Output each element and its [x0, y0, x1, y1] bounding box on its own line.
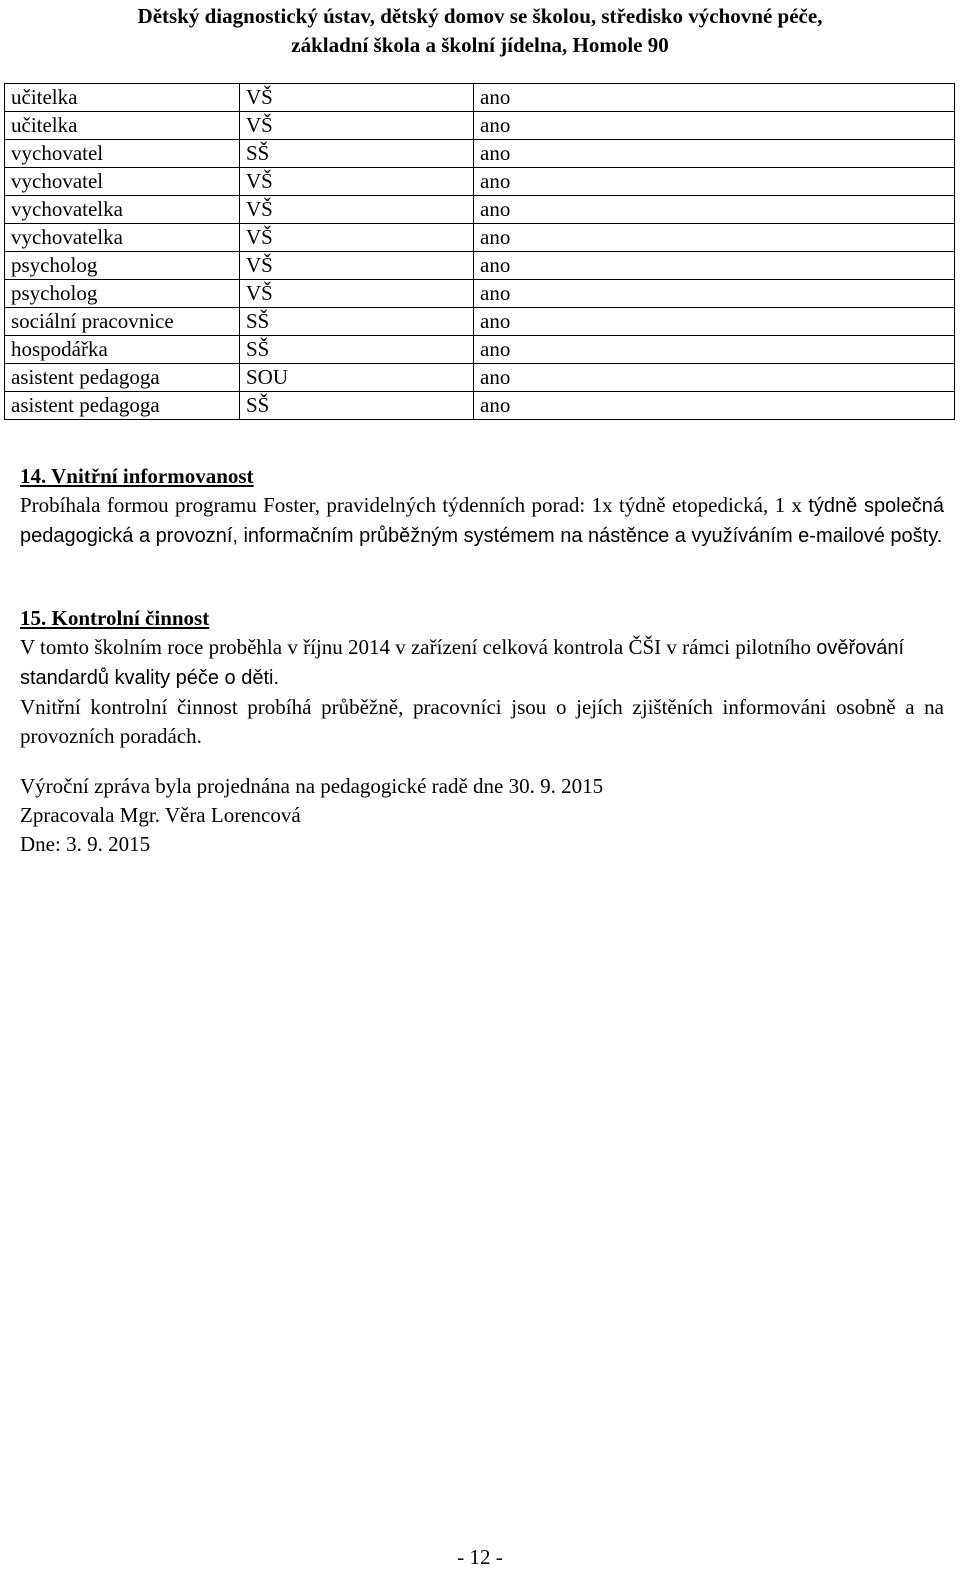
table-row: [5, 336, 955, 364]
table-row: [5, 280, 955, 308]
table-row: [5, 112, 955, 140]
section-15-para1-part2: ověřování standardů kvality péče o děti.: [20, 637, 905, 689]
education-cell: VŠ: [240, 196, 474, 224]
role-cell: vychovatel: [5, 140, 240, 168]
qualified-cell: ano: [474, 84, 955, 112]
qualified-cell: ano: [474, 392, 955, 420]
role-cell: učitelka: [5, 112, 240, 140]
table-row: [5, 252, 955, 280]
section-14-body-part1: Probíhala formou programu Foster, pravidelných týdenních porad: 1x týdně etopedická, 1 x: [20, 493, 809, 517]
qualified-cell: ano: [474, 196, 955, 224]
section-15-para1-part1: V tomto školním roce proběhla v říjnu 2014 v zařízení celková kontrola ČŠI v rámci pilotního: [20, 635, 817, 659]
section-14-number: 14.: [20, 464, 47, 488]
table-row: [5, 168, 955, 196]
section-15-heading: [20, 604, 944, 633]
role-cell: asistent pedagoga: [5, 364, 240, 392]
staff-qualification-table: [4, 83, 955, 420]
document-header: [0, 2, 960, 60]
table-row: [5, 196, 955, 224]
education-cell: SŠ: [240, 336, 474, 364]
role-cell: hospodářka: [5, 336, 240, 364]
section-14: [20, 462, 944, 551]
section-15-paragraph-1: [20, 633, 944, 693]
closing-block: [20, 772, 944, 859]
author-line: Zpracovala Mgr. Věra Lorencová: [20, 803, 301, 827]
header-institution-line: Dětský diagnostický ústav, dětský domov se školou, středisko výchovné péče,: [137, 4, 823, 28]
qualified-cell: ano: [474, 112, 955, 140]
qualified-cell: ano: [474, 364, 955, 392]
qualified-cell: ano: [474, 308, 955, 336]
qualified-cell: ano: [474, 280, 955, 308]
section-15-paragraph-2: Vnitřní kontrolní činnost probíhá průběžně, pracovníci jsou o jejích zjištěních informováni osobně a na provozních poradách.: [20, 695, 944, 748]
education-cell: VŠ: [240, 252, 474, 280]
section-14-body-part2: týdně společná pedagogická a provozní, informačním průběžným systémem na nástěnce a využíváním e-mailové pošty.: [20, 495, 944, 547]
section-14-title: Vnitřní informovanost: [51, 464, 254, 488]
role-cell: vychovatelka: [5, 224, 240, 252]
qualified-cell: ano: [474, 224, 955, 252]
education-cell: SŠ: [240, 392, 474, 420]
section-15: [20, 604, 944, 751]
table-row: [5, 84, 955, 112]
staff-table-body: [5, 84, 955, 420]
section-14-heading: [20, 462, 944, 491]
table-row: [5, 364, 955, 392]
education-cell: SŠ: [240, 140, 474, 168]
education-cell: VŠ: [240, 280, 474, 308]
qualified-cell: ano: [474, 252, 955, 280]
table-row: [5, 224, 955, 252]
page-number: - 12 -: [457, 1545, 503, 1569]
role-cell: asistent pedagoga: [5, 392, 240, 420]
education-cell: VŠ: [240, 168, 474, 196]
approval-line: Výroční zpráva byla projednána na pedagogické radě dne 30. 9. 2015: [20, 774, 604, 798]
table-row: [5, 140, 955, 168]
header-address-line: základní škola a školní jídelna, Homole 90: [291, 33, 669, 57]
table-row: [5, 308, 955, 336]
qualified-cell: ano: [474, 336, 955, 364]
section-15-number: 15.: [20, 606, 47, 630]
education-cell: SŠ: [240, 308, 474, 336]
qualified-cell: ano: [474, 168, 955, 196]
table-row: [5, 392, 955, 420]
section-14-body: [20, 491, 944, 551]
role-cell: učitelka: [5, 84, 240, 112]
role-cell: psycholog: [5, 252, 240, 280]
role-cell: psycholog: [5, 280, 240, 308]
role-cell: vychovatel: [5, 168, 240, 196]
qualified-cell: ano: [474, 140, 955, 168]
education-cell: VŠ: [240, 224, 474, 252]
role-cell: vychovatelka: [5, 196, 240, 224]
role-cell: sociální pracovnice: [5, 308, 240, 336]
date-line: Dne: 3. 9. 2015: [20, 832, 151, 856]
education-cell: VŠ: [240, 112, 474, 140]
section-15-title: Kontrolní činnost: [51, 606, 210, 630]
education-cell: VŠ: [240, 84, 474, 112]
education-cell: SOU: [240, 364, 474, 392]
